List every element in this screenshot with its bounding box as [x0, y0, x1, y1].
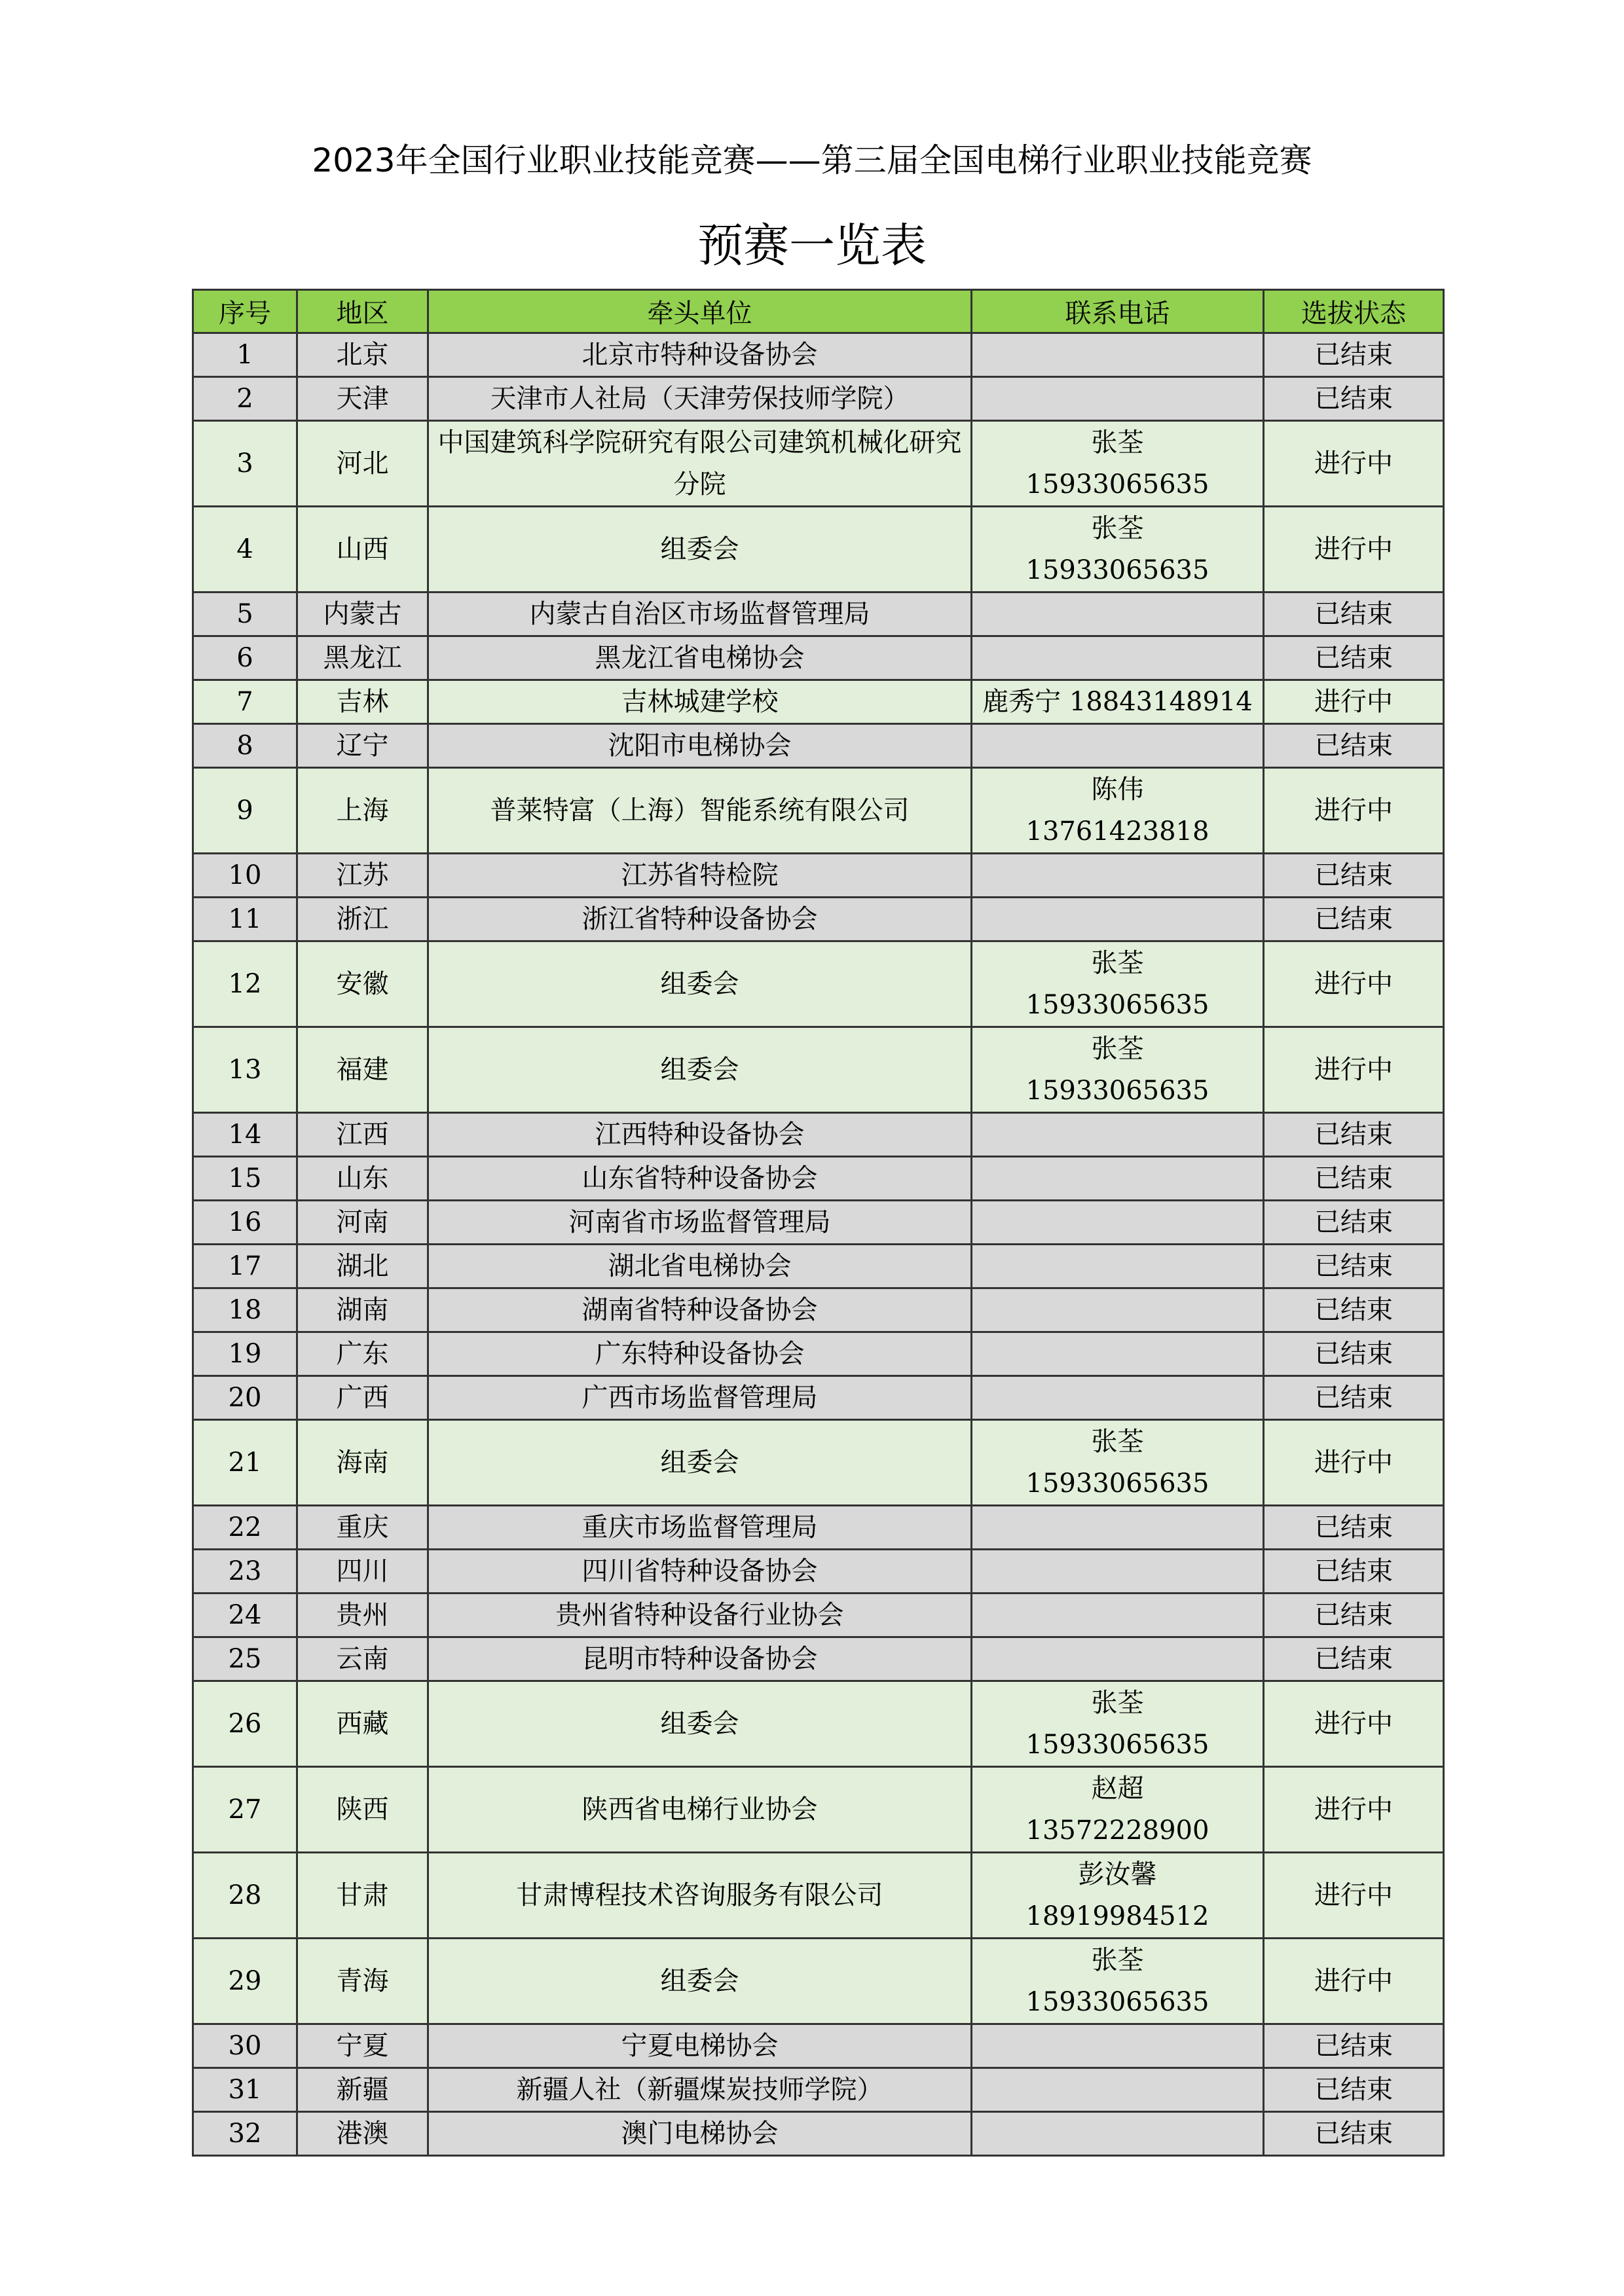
table-row	[193, 1332, 1444, 1376]
row-region: 西藏	[297, 1681, 428, 1767]
row-region: 广西	[297, 1376, 428, 1420]
row-status: 已结束	[1264, 1201, 1444, 1245]
row-contact	[972, 2068, 1264, 2112]
row-region: 云南	[297, 1637, 428, 1681]
row-region: 安徽	[297, 941, 428, 1027]
contact-name: 赵超	[1091, 1774, 1144, 1804]
row-number: 32	[193, 2112, 297, 2156]
contact-name: 张荃	[1091, 948, 1144, 978]
row-status: 已结束	[1264, 1157, 1444, 1201]
table-row	[193, 1939, 1444, 2024]
row-contact	[972, 1376, 1264, 1420]
table-row	[193, 1550, 1444, 1594]
table-row	[193, 1637, 1444, 1681]
row-region: 湖北	[297, 1245, 428, 1288]
row-org: 江西特种设备协会	[428, 1113, 972, 1157]
table-row	[193, 636, 1444, 680]
table-row	[193, 1420, 1444, 1506]
row-region: 上海	[297, 768, 428, 854]
row-number: 19	[193, 1332, 297, 1376]
table-row	[193, 941, 1444, 1027]
row-status: 已结束	[1264, 377, 1444, 421]
row-contact	[972, 592, 1264, 636]
row-org: 江苏省特检院	[428, 854, 972, 898]
row-number: 18	[193, 1288, 297, 1332]
row-status: 已结束	[1264, 1550, 1444, 1594]
row-contact	[972, 377, 1264, 421]
table-row	[193, 2024, 1444, 2068]
contact-phone: 13572228900	[1025, 1815, 1209, 1846]
row-region: 黑龙江	[297, 636, 428, 680]
contact-name: 张荃	[1091, 1688, 1144, 1718]
row-number: 25	[193, 1637, 297, 1681]
row-status: 已结束	[1264, 854, 1444, 898]
table-row	[193, 1594, 1444, 1637]
table-row	[193, 898, 1444, 941]
row-org: 浙江省特种设备协会	[428, 898, 972, 941]
row-org: 沈阳市电梯协会	[428, 724, 972, 768]
row-contact	[972, 1853, 1264, 1939]
row-org: 普莱特富（上海）智能系统有限公司	[428, 768, 972, 854]
table-row	[193, 592, 1444, 636]
contact-name: 张荃	[1091, 1034, 1144, 1064]
row-number: 3	[193, 421, 297, 507]
row-org: 四川省特种设备协会	[428, 1550, 972, 1594]
row-number: 26	[193, 1681, 297, 1767]
row-contact	[972, 1201, 1264, 1245]
row-contact	[972, 1637, 1264, 1681]
document-title: 2023年全国行业职业技能竞赛——第三届全国电梯行业职业技能竞赛	[312, 141, 1312, 179]
row-region: 陕西	[297, 1767, 428, 1853]
row-number: 22	[193, 1506, 297, 1550]
row-number: 11	[193, 898, 297, 941]
row-status: 进行中	[1264, 1681, 1444, 1767]
row-region: 宁夏	[297, 2024, 428, 2068]
table-row	[193, 1157, 1444, 1201]
table-row	[193, 1681, 1444, 1767]
row-region: 河南	[297, 1201, 428, 1245]
row-number: 9	[193, 768, 297, 854]
row-contact	[972, 2024, 1264, 2068]
row-status: 进行中	[1264, 421, 1444, 507]
row-region: 重庆	[297, 1506, 428, 1550]
row-org: 组委会	[428, 507, 972, 592]
row-status: 进行中	[1264, 1027, 1444, 1113]
contact-name: 鹿秀宁 18843148914	[982, 687, 1253, 717]
row-contact	[972, 2112, 1264, 2156]
row-status: 已结束	[1264, 2112, 1444, 2156]
contact-name: 张荃	[1091, 1427, 1144, 1457]
row-status: 已结束	[1264, 333, 1444, 377]
row-number: 16	[193, 1201, 297, 1245]
row-status: 已结束	[1264, 1332, 1444, 1376]
row-status: 进行中	[1264, 768, 1444, 854]
table-row	[193, 724, 1444, 768]
row-number: 27	[193, 1767, 297, 1853]
table-row	[193, 1288, 1444, 1332]
row-contact	[972, 1332, 1264, 1376]
row-region: 福建	[297, 1027, 428, 1113]
table-row	[193, 1245, 1444, 1288]
row-number: 29	[193, 1939, 297, 2024]
row-status: 已结束	[1264, 1506, 1444, 1550]
contact-phone: 15933065635	[1025, 1468, 1209, 1499]
table-row	[193, 1853, 1444, 1939]
contact-phone: 15933065635	[1025, 555, 1209, 585]
row-contact	[972, 768, 1264, 854]
table-row	[193, 333, 1444, 377]
row-number: 8	[193, 724, 297, 768]
header-row	[193, 290, 1444, 333]
row-status: 已结束	[1264, 1288, 1444, 1332]
contact-phone: 15933065635	[1025, 469, 1209, 500]
row-org: 组委会	[428, 1681, 972, 1767]
row-number: 10	[193, 854, 297, 898]
row-contact	[972, 636, 1264, 680]
row-org: 湖北省电梯协会	[428, 1245, 972, 1288]
header-region: 地区	[297, 290, 428, 333]
row-org: 北京市特种设备协会	[428, 333, 972, 377]
row-number: 23	[193, 1550, 297, 1594]
row-status: 已结束	[1264, 724, 1444, 768]
table-row	[193, 2068, 1444, 2112]
table-row	[193, 2112, 1444, 2156]
row-status: 已结束	[1264, 592, 1444, 636]
document-subtitle: 预赛一览表	[697, 219, 927, 272]
table-row	[193, 680, 1444, 724]
row-contact	[972, 854, 1264, 898]
header-status: 选拔状态	[1264, 290, 1444, 333]
row-org: 新疆人社（新疆煤炭技师学院）	[428, 2068, 972, 2112]
row-number: 13	[193, 1027, 297, 1113]
row-number: 7	[193, 680, 297, 724]
row-org: 天津市人社局（天津劳保技师学院）	[428, 377, 972, 421]
row-number: 28	[193, 1853, 297, 1939]
row-region: 湖南	[297, 1288, 428, 1332]
row-region: 山西	[297, 507, 428, 592]
row-status: 已结束	[1264, 1594, 1444, 1637]
contact-name: 彭汝馨	[1078, 1859, 1157, 1889]
contact-phone: 15933065635	[1025, 1730, 1209, 1760]
table-row	[193, 1506, 1444, 1550]
row-contact	[972, 898, 1264, 941]
row-contact	[972, 1550, 1264, 1594]
row-org: 组委会	[428, 1939, 972, 2024]
row-contact	[972, 1939, 1264, 2024]
row-contact	[972, 1288, 1264, 1332]
contact-phone: 13761423818	[1025, 816, 1209, 847]
row-status: 进行中	[1264, 1853, 1444, 1939]
row-region: 山东	[297, 1157, 428, 1201]
row-region: 天津	[297, 377, 428, 421]
header-org: 牵头单位	[428, 290, 972, 333]
row-status: 进行中	[1264, 680, 1444, 724]
row-contact	[972, 1506, 1264, 1550]
row-contact	[972, 1594, 1264, 1637]
row-status: 进行中	[1264, 941, 1444, 1027]
row-status: 进行中	[1264, 1767, 1444, 1853]
row-region: 贵州	[297, 1594, 428, 1637]
row-org: 宁夏电梯协会	[428, 2024, 972, 2068]
row-number: 2	[193, 377, 297, 421]
row-number: 6	[193, 636, 297, 680]
row-org: 黑龙江省电梯协会	[428, 636, 972, 680]
row-org: 中国建筑科学院研究有限公司建筑机械化研究分院	[428, 421, 972, 507]
row-org: 澳门电梯协会	[428, 2112, 972, 2156]
row-number: 5	[193, 592, 297, 636]
table-row	[193, 507, 1444, 592]
row-status: 进行中	[1264, 507, 1444, 592]
row-contact	[972, 421, 1264, 507]
row-number: 24	[193, 1594, 297, 1637]
row-org: 组委会	[428, 941, 972, 1027]
contact-phone: 15933065635	[1025, 990, 1209, 1020]
competition-table	[192, 289, 1445, 2157]
row-region: 北京	[297, 333, 428, 377]
row-contact	[972, 333, 1264, 377]
row-number: 1	[193, 333, 297, 377]
row-org: 吉林城建学校	[428, 680, 972, 724]
row-contact	[972, 507, 1264, 592]
table-row	[193, 421, 1444, 507]
row-status: 进行中	[1264, 1420, 1444, 1506]
row-region: 青海	[297, 1939, 428, 2024]
row-number: 12	[193, 941, 297, 1027]
table-row	[193, 854, 1444, 898]
row-org: 广东特种设备协会	[428, 1332, 972, 1376]
contact-phone: 15933065635	[1025, 1076, 1209, 1106]
row-contact	[972, 1245, 1264, 1288]
row-number: 15	[193, 1157, 297, 1201]
row-org: 河南省市场监督管理局	[428, 1201, 972, 1245]
row-number: 21	[193, 1420, 297, 1506]
header-no: 序号	[193, 290, 297, 333]
header-phone: 联系电话	[972, 290, 1264, 333]
row-org: 甘肃博程技术咨询服务有限公司	[428, 1853, 972, 1939]
row-org: 山东省特种设备协会	[428, 1157, 972, 1201]
row-region: 吉林	[297, 680, 428, 724]
table-row	[193, 1376, 1444, 1420]
row-contact	[972, 1767, 1264, 1853]
row-org: 昆明市特种设备协会	[428, 1637, 972, 1681]
row-org: 重庆市场监督管理局	[428, 1506, 972, 1550]
row-region: 广东	[297, 1332, 428, 1376]
row-org: 贵州省特种设备行业协会	[428, 1594, 972, 1637]
row-contact	[972, 680, 1264, 724]
row-contact	[972, 724, 1264, 768]
row-number: 14	[193, 1113, 297, 1157]
contact-name: 陈伟	[1091, 774, 1144, 805]
row-org: 湖南省特种设备协会	[428, 1288, 972, 1332]
row-region: 新疆	[297, 2068, 428, 2112]
row-region: 浙江	[297, 898, 428, 941]
row-region: 江苏	[297, 854, 428, 898]
contact-phone: 15933065635	[1025, 1987, 1209, 2017]
row-org: 陕西省电梯行业协会	[428, 1767, 972, 1853]
row-contact	[972, 941, 1264, 1027]
row-number: 4	[193, 507, 297, 592]
row-region: 四川	[297, 1550, 428, 1594]
table-row	[193, 377, 1444, 421]
row-number: 17	[193, 1245, 297, 1288]
row-contact	[972, 1027, 1264, 1113]
row-org: 组委会	[428, 1027, 972, 1113]
row-org: 广西市场监督管理局	[428, 1376, 972, 1420]
row-contact	[972, 1113, 1264, 1157]
contact-name: 张荃	[1091, 1945, 1144, 1975]
contact-phone: 18919984512	[1025, 1901, 1209, 1931]
row-status: 已结束	[1264, 1376, 1444, 1420]
row-region: 港澳	[297, 2112, 428, 2156]
table-row	[193, 1201, 1444, 1245]
table-row	[193, 1113, 1444, 1157]
row-status: 已结束	[1264, 1113, 1444, 1157]
row-status: 已结束	[1264, 2068, 1444, 2112]
row-contact	[972, 1420, 1264, 1506]
row-org: 内蒙古自治区市场监督管理局	[428, 592, 972, 636]
row-region: 辽宁	[297, 724, 428, 768]
row-status: 已结束	[1264, 1637, 1444, 1681]
row-contact	[972, 1157, 1264, 1201]
row-status: 已结束	[1264, 636, 1444, 680]
row-region: 甘肃	[297, 1853, 428, 1939]
row-region: 内蒙古	[297, 592, 428, 636]
row-number: 30	[193, 2024, 297, 2068]
table-row	[193, 1027, 1444, 1113]
row-status: 已结束	[1264, 898, 1444, 941]
row-number: 20	[193, 1376, 297, 1420]
row-region: 海南	[297, 1420, 428, 1506]
row-contact	[972, 1681, 1264, 1767]
table-row	[193, 768, 1444, 854]
contact-name: 张荃	[1091, 428, 1144, 458]
row-number: 31	[193, 2068, 297, 2112]
row-status: 已结束	[1264, 1245, 1444, 1288]
row-region: 江西	[297, 1113, 428, 1157]
table-row	[193, 1767, 1444, 1853]
row-status: 进行中	[1264, 1939, 1444, 2024]
row-org: 组委会	[428, 1420, 972, 1506]
row-region: 河北	[297, 421, 428, 507]
contact-name: 张荃	[1091, 513, 1144, 543]
row-status: 已结束	[1264, 2024, 1444, 2068]
